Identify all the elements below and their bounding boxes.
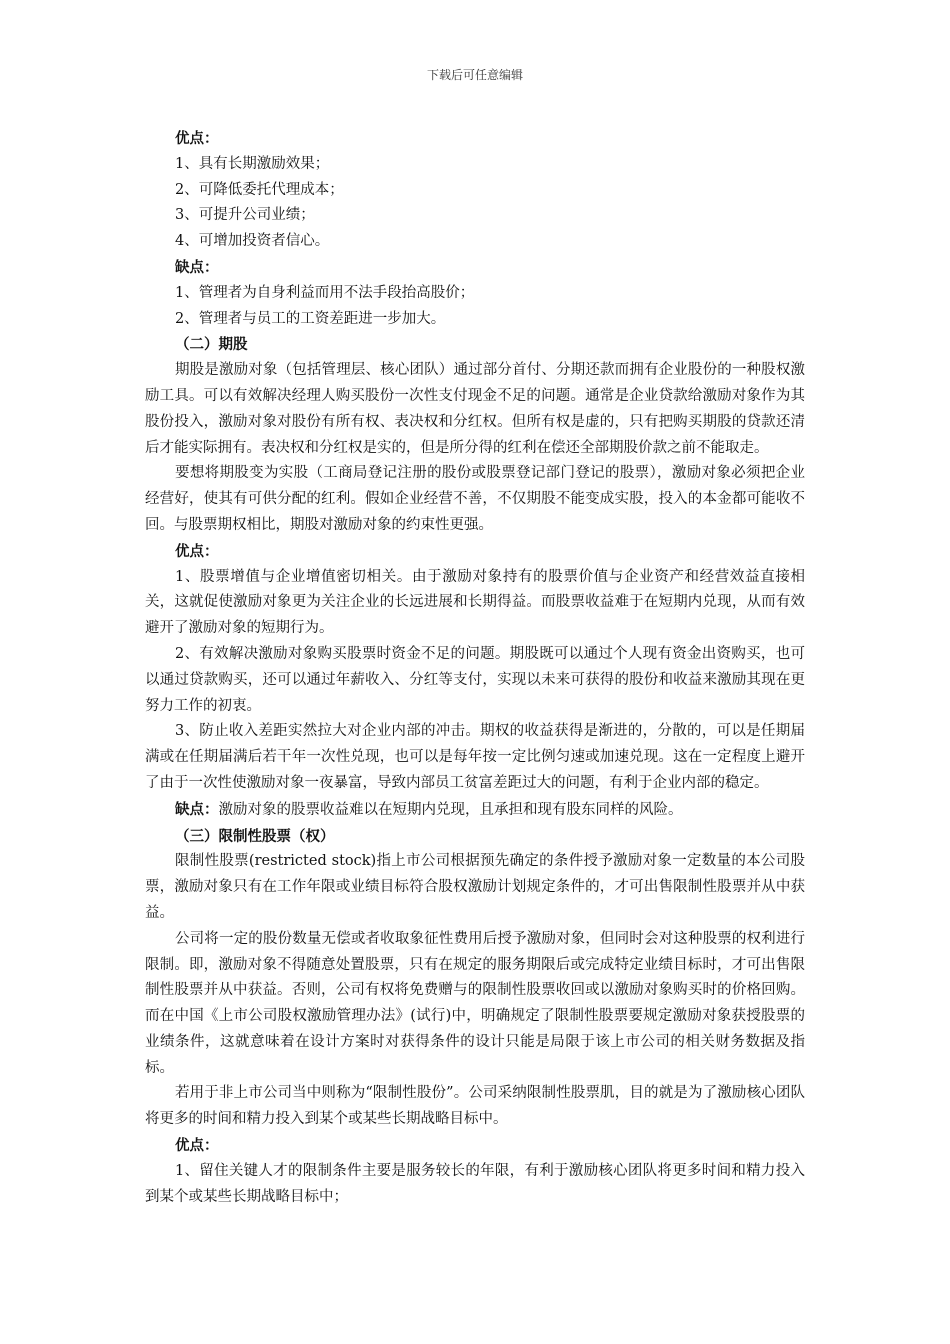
section-heading: （三）限制性股票（权） — [175, 827, 335, 845]
cons-label: 缺点： — [175, 258, 219, 276]
pros-label: 优点： — [175, 542, 219, 560]
paragraph: 1、股票增值与企业增值密切相关。由于激励对象持有的股票价值与企业资产和经营效益直接相关，这就促使激励对象更为关注企业的长远进展和长期得益。而股票收益难于在短期内兑现，从而有效避开了激励对象的短期行为。 — [145, 568, 805, 637]
paragraph: 公司将一定的股份数量无偿或者收取象征性费用后授予激励对象，但同时会对这种股票的权利进行限制。即，激励对象不得随意处置股票，只有在规定的服务期限后或完成特定业绩目标时，才可出售限制性股票并从中获益。否则，公司有权将免费赠与的限制性股票收回或以激励对象购买时的价格回购。而在中国《上市公司股权激励管理办法》(试行)中，明确规定了限制性股票要规定激励对象获授股票的业绩条件，这就意味着在设计方案时对获得条件的设计只能是局限于该上市公司的相关财务数据及指标。 — [145, 930, 805, 1076]
list-item: 2、管理者与员工的工资差距进一步加大。 — [175, 310, 446, 327]
list-item: 1、管理者为自身利益而用不法手段抬高股价； — [175, 284, 475, 301]
list-item: 2、可降低委托代理成本； — [175, 181, 344, 198]
list-item: 1、具有长期激励效果； — [175, 155, 330, 172]
cons-label: 缺点： — [175, 800, 219, 818]
paragraph: 1、留住关键人才的限制条件主要是服务较长的年限，有利于激励核心团队将更多时间和精力投入到某个或某些长期战略目标中； — [145, 1162, 805, 1205]
section-heading: （二）期股 — [175, 336, 248, 354]
paragraph: 限制性股票(restricted stock)指上市公司根据预先确定的条件授予激励对象一定数量的本公司股票，激励对象只有在工作年限或业绩目标符合股权激励计划规定条件的，才可出售限制性股票并从中获益。 — [145, 853, 805, 921]
list-item: 3、可提升公司业绩； — [175, 207, 315, 224]
paragraph: 3、防止收入差距实然拉大对企业内部的冲击。期权的收益获得是渐进的，分散的，可以是任期届满或在任期届满后若干年一次性兑现，也可以是每年按一定比例匀速或加速兑现。这在一定程度上避开了由于一次性使激励对象一夜暴富，导致内部员工贫富差距过大的问题，有利于企业内部的稳定。 — [145, 723, 805, 791]
cons-text: 激励对象的股票收益难以在短期内兑现，且承担和现有股东同样的风险。 — [218, 801, 683, 818]
paragraph: 2、有效解决激励对象购买股票时资金不足的问题。期股既可以通过个人现有资金出资购买，也可以通过贷款购买，还可以通过年薪收入、分红等支付，实现以未来可获得的股份和收益来激励其现在更努力工作的初衷。 — [145, 645, 805, 714]
cons-paragraph — [145, 797, 805, 824]
document-body — [145, 126, 805, 1210]
pros-label: 优点： — [175, 130, 219, 147]
paragraph: 若用于非上市公司当中则称为“限制性股份”。公司采纳限制性股票肌，目的就是为了激励核心团队将更多的时间和精力投入到某个或某些长期战略目标中。 — [145, 1085, 805, 1128]
list-item: 4、可增加投资者信心。 — [175, 233, 330, 250]
pros-label: 优点： — [175, 1137, 219, 1155]
paragraph: 要想将期股变为实股（工商局登记注册的股份或股票登记部门登记的股票），激励对象必须把企业经营好，使其有可供分配的红利。假如企业经营不善，不仅期股不能变成实股，投入的本金都可能收不回。与股票期权相比，期股对激励对象的约束性更强。 — [145, 465, 805, 533]
page-header: 下载后可任意编辑 — [426, 68, 523, 82]
paragraph: 期股是激励对象（包括管理层、核心团队）通过部分首付、分期还款而拥有企业股份的一种股权激励工具。可以有效解决经理人购买股份一次性支付现金不足的问题。通常是企业贷款给激励对象作为其股份投入，激励对象对股份有所有权、表决权和分红权。但所有权是虚的，只有把购买期股的贷款还清后才能实际拥有。表决权和分红权是实的，但是所分得的红利在偿还全部期股价款之前不能取走。 — [145, 362, 805, 456]
